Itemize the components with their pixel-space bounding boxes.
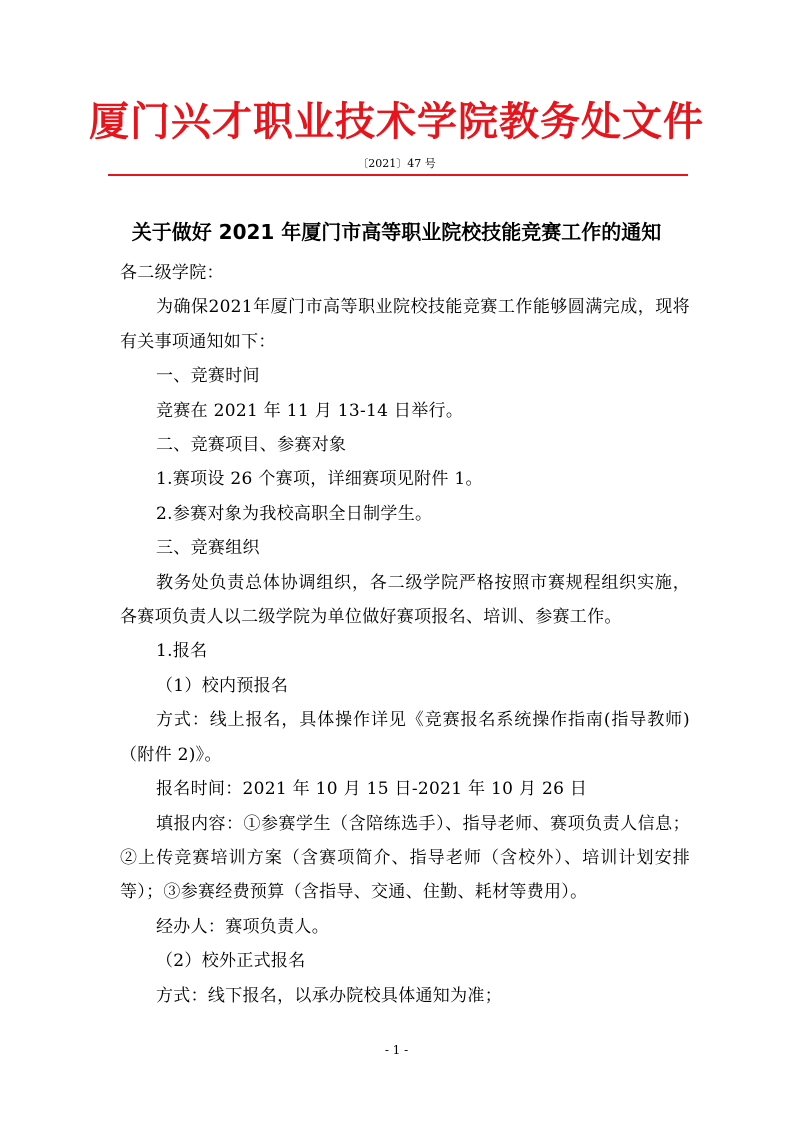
section-heading-items: 二、竞赛项目、参赛对象 <box>156 435 347 456</box>
registration-time-paragraph: 报名时间：2021 年 10 月 15 日-2021 年 10 月 26 日 <box>156 779 588 800</box>
document-number: 〔2021〕47 号 <box>357 157 436 170</box>
page-number: - 1 - <box>384 1043 409 1057</box>
registration-content-paragraph: 填报内容：①参赛学生（含陪练选手）、指导老师、赛项负责人信息；②上传竞赛培训方案（含赛项简介、指导老师（含校外）、培训计划安排等）；③参赛经费预算（含指导、交通、住勤、耗材等费用）。 <box>120 813 690 903</box>
items-count-paragraph: 1.赛项设 26 个赛项，详细赛项见附件 1。 <box>156 469 483 490</box>
red-header-rule <box>108 174 688 176</box>
subheading-registration: 1.报名 <box>156 641 208 662</box>
competition-date-paragraph: 竞赛在 2021 年 11 月 13-14 日举行。 <box>156 400 464 421</box>
intro-paragraph: 为确保2021年厦门市高等职业院校技能竞赛工作能够圆满完成，现将有关事项通知如下： <box>120 297 690 352</box>
participants-paragraph: 2.参赛对象为我校高职全日制学生。 <box>156 503 433 524</box>
notice-body <box>120 256 690 1013</box>
document-header-title: 厦门兴才职业技术学院教务处文件 <box>89 98 704 145</box>
section-heading-time: 一、竞赛时间 <box>156 366 260 387</box>
organization-paragraph: 教务处负责总体协调组织，各二级学院严格按照市赛规程组织实施，各赛项负责人以二级学院为单位做好赛项报名、培训、参赛工作。 <box>120 572 690 628</box>
subheading-external-registration: （2）校外正式报名 <box>156 951 306 972</box>
external-method-paragraph: 方式：线下报名，以承办院校具体通知为准； <box>156 985 502 1006</box>
section-heading-organization: 三、竞赛组织 <box>156 538 260 559</box>
registration-method-paragraph: 方式：线上报名，具体操作详见《竞赛报名系统操作指南(指导教师)（附件 2)》。 <box>120 710 690 765</box>
subheading-internal-registration: （1）校内预报名 <box>156 675 289 696</box>
salutation: 各二级学院： <box>120 263 224 283</box>
notice-title: 关于做好 2021 年厦门市高等职业院校技能竞赛工作的通知 <box>131 220 662 244</box>
handler-paragraph: 经办人：赛项负责人。 <box>156 916 329 937</box>
